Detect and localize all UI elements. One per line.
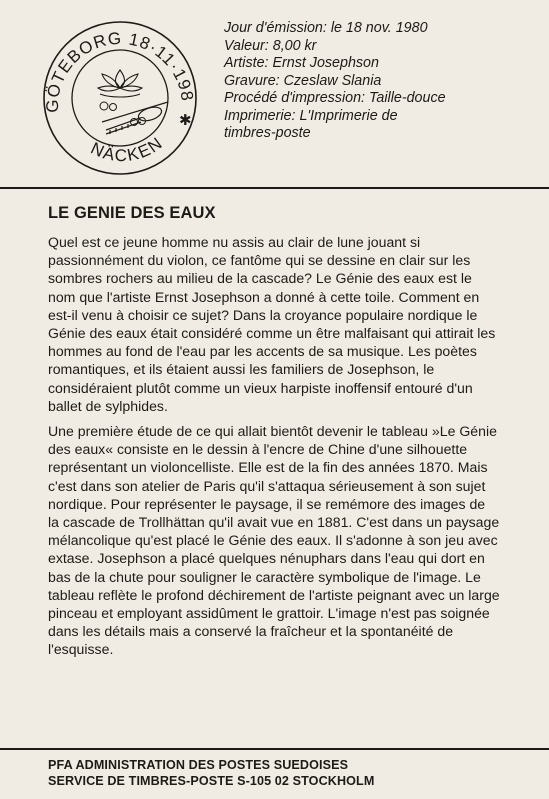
svg-text:✱: ✱ [179,111,192,129]
article-paragraph: Quel est ce jeune homme nu assis au clair de lune jouant si passionnément du violon, ce fantôme qui se dessine en clair sur les sombres rochers au milieu de la cascade? Le Génie des eaux est le nom que l'artiste Ernst Josephson a donné à cette toile. Comment en est-il venu à choisir ce sujet? Dans la croyance populaire nordique le Génie des eaux était considéré comme un être malfaisant qui attirait les hommes au fond de l'eau par les accents de sa musique. Les poètes romantiques, et ils étaient aussi les familiers de Josephson, le considéraient plutôt comme un vieux harpiste inoffensif entouré d'un ballet de sylphides. [48,234,496,414]
svg-text:NÄCKEN: NÄCKEN [87,132,167,166]
stamp-value: Valeur: 8,00 kr [224,37,317,54]
water-lily-icon [98,70,142,97]
violin-icon [102,102,168,134]
stamp-info [224,20,524,143]
article-body [48,233,500,666]
printing-process: Procédé d'impression: Taille-douce [224,90,446,106]
artist: Artiste: Ernst Josephson [224,55,379,71]
printer-line-2: timbres-poste [224,125,311,141]
bottom-divider [0,748,549,750]
top-divider [0,187,549,189]
footer-line-1: PFA ADMINISTRATION DES POSTES SUEDOISES [48,758,349,772]
article-paragraph: Une première étude de ce qui allait bientôt devenir le tableau »Le Génie des eaux« consiste en le dessin à l'encre de Chine d'une silhouette représentant un violoncelliste. Elle est de la fin des années 1870. Mais c'est dans son atelier de Paris qu'il s'attaqua sérieusement à son sujet nordique. Pour représenter le paysage, il se remémore des images de la cascade de Trollhättan qu'il avait vue en 1881. C'est dans un paysage mélancolique qu'est placé le Génie des eaux. Il s'adonne à son jeu avec extase. Josephson a placé quelques nénuphars dans l'eau qui dort en bas de la chute pour souligner le caractère symbolique de l'image. Le tableau reflète le profond déchirement de l'artiste peignant avec un large pinceau et employant assidûment le grattoir. L'image n'est pas soignée dans les détails mais a conservé la fraîcheur et la spontanéité de l'esquisse. [48,423,500,658]
article-title: LE GENIE DES EAUX [48,204,216,222]
svg-text:GÖTEBORG 18·11·1980: GÖTEBORG 18·11·198 [42,28,197,113]
engraving: Gravure: Czeslaw Slania [224,72,382,89]
footer [48,757,374,789]
postmark-seal [40,18,200,178]
issue-date: Jour d'émission: le 18 nov. 1980 [224,20,428,36]
postmark-graphic [40,18,200,178]
footer-line-2: SERVICE DE TIMBRES-POSTE S-105 02 STOCKHOLM [48,774,375,788]
printer-line-1: Imprimerie: L'Imprimerie de [224,107,398,124]
